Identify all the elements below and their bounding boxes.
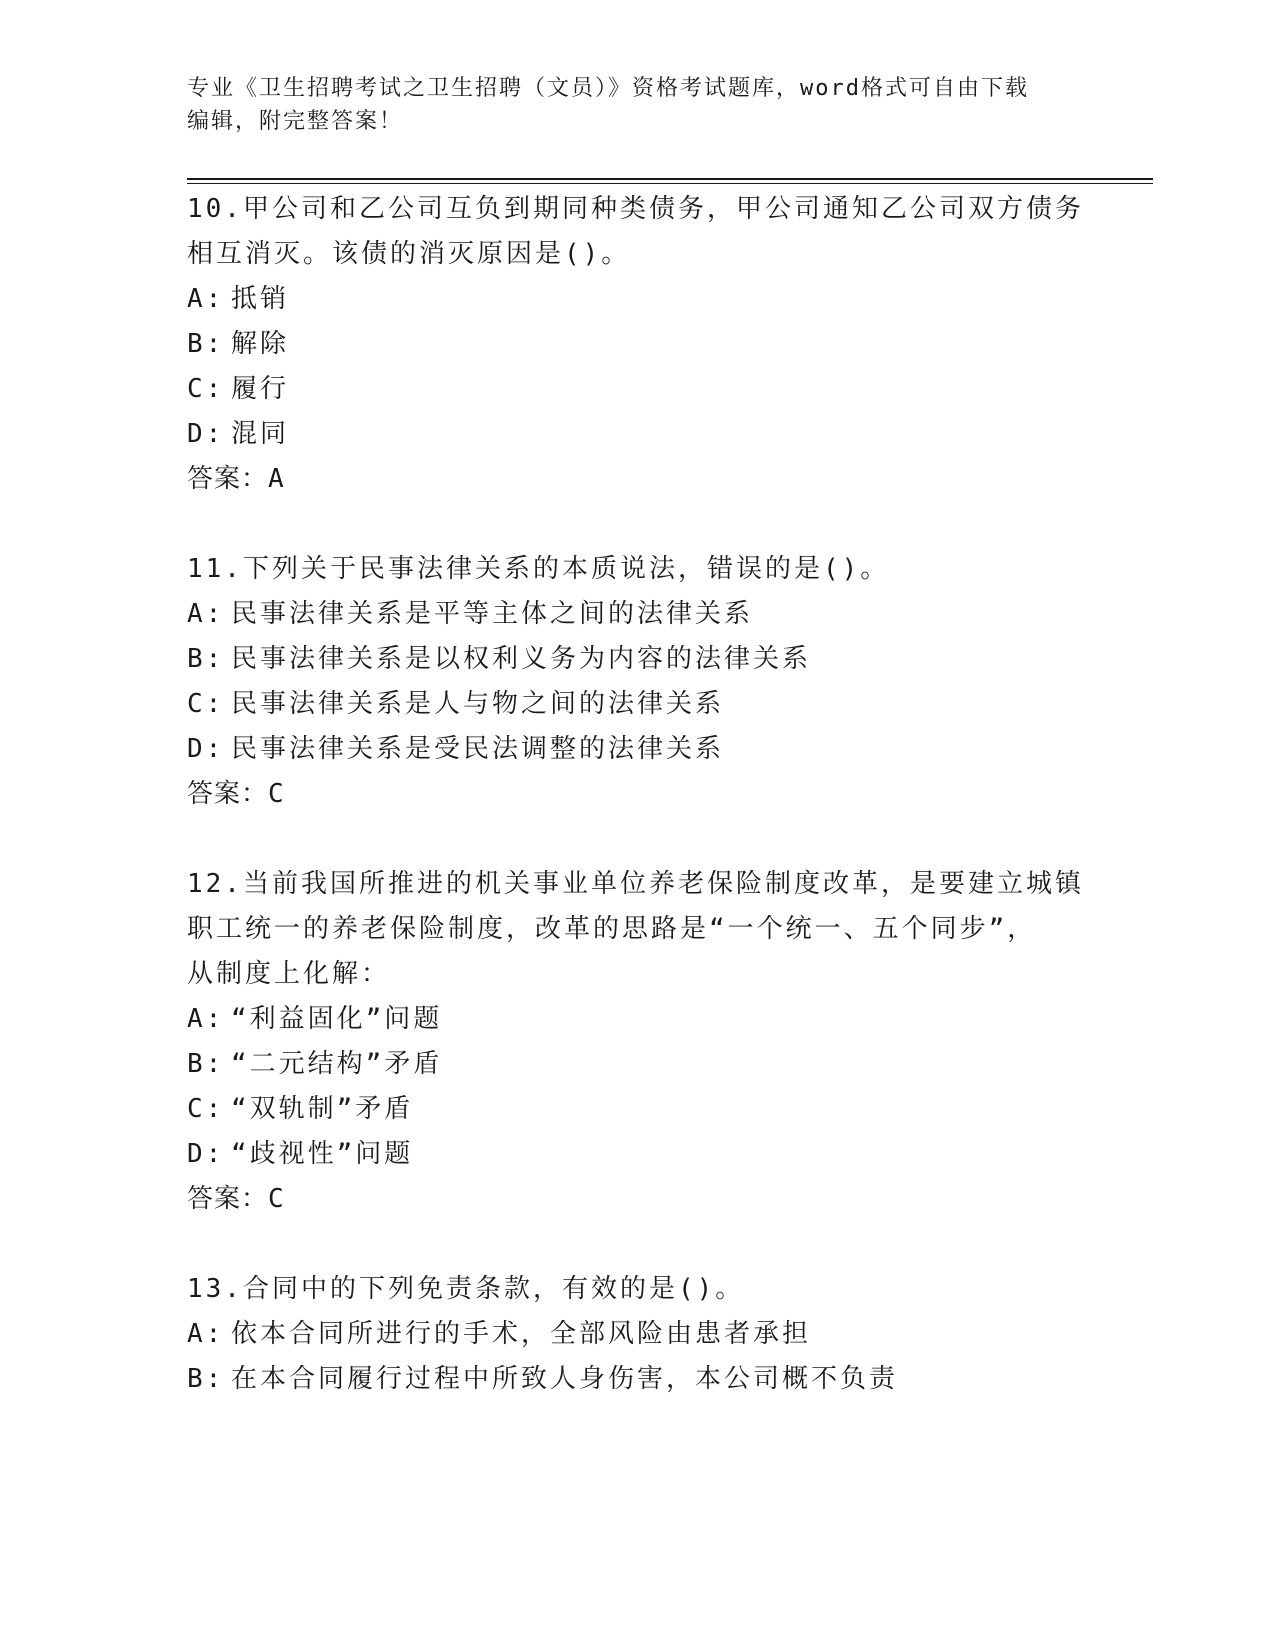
option-label: A:	[187, 284, 225, 314]
option-text: “双轨制”矛盾	[231, 1094, 414, 1124]
question-spacer	[187, 817, 1087, 862]
question-list	[187, 187, 1087, 1402]
question-12	[187, 862, 1087, 1222]
option-text: 依本合同所进行的手术，全部风险由患者承担	[231, 1319, 812, 1349]
option-label: C:	[187, 1094, 225, 1124]
answer-line: 答案：C	[187, 1184, 285, 1214]
header-divider-thin	[187, 183, 1153, 184]
header-divider-thick	[187, 178, 1153, 180]
option-text: 民事法律关系是受民法调整的法律关系	[231, 734, 725, 764]
option-text: “二元结构”矛盾	[231, 1049, 443, 1079]
option-a	[187, 592, 1087, 637]
question-13	[187, 1267, 1087, 1402]
option-text: 在本合同履行过程中所致人身伤害，本公司概不负责	[231, 1364, 899, 1394]
option-b	[187, 1357, 1087, 1402]
document-header	[187, 72, 1087, 138]
option-label: B:	[187, 1364, 225, 1394]
option-b	[187, 322, 1087, 367]
question-text: 12.当前我国所推进的机关事业单位养老保险制度改革，是要建立城镇	[187, 869, 1084, 899]
option-d	[187, 412, 1087, 457]
option-a	[187, 277, 1087, 322]
question-text: 从制度上化解：	[187, 959, 391, 989]
question-11	[187, 547, 1087, 817]
option-label: B:	[187, 329, 225, 359]
option-a	[187, 1312, 1087, 1357]
header-line-2: 编辑，附完整答案！	[187, 109, 404, 134]
option-text: 民事法律关系是平等主体之间的法律关系	[231, 599, 754, 629]
option-text: 混同	[231, 419, 290, 449]
answer-line: 答案：C	[187, 779, 285, 809]
option-label: C:	[187, 374, 225, 404]
option-b	[187, 637, 1087, 682]
option-label: B:	[187, 644, 225, 674]
header-line-1: 专业《卫生招聘考试之卫生招聘（文员）》资格考试题库，word格式可自由下载	[187, 76, 1029, 101]
option-label: D:	[187, 1139, 225, 1169]
option-label: A:	[187, 599, 225, 629]
option-text: 解除	[231, 329, 290, 359]
option-c	[187, 1087, 1087, 1132]
option-label: D:	[187, 419, 225, 449]
option-label: A:	[187, 1004, 225, 1034]
option-text: “利益固化”问题	[231, 1004, 443, 1034]
question-spacer	[187, 502, 1087, 547]
option-text: 民事法律关系是人与物之间的法律关系	[231, 689, 725, 719]
option-c	[187, 682, 1087, 727]
option-d	[187, 1132, 1087, 1177]
option-text: “歧视性”问题	[231, 1139, 414, 1169]
option-a	[187, 997, 1087, 1042]
option-text: 抵销	[231, 284, 290, 314]
question-spacer	[187, 1222, 1087, 1267]
option-c	[187, 367, 1087, 412]
option-text: 履行	[231, 374, 290, 404]
question-10	[187, 187, 1087, 502]
question-text: 10.甲公司和乙公司互负到期同种类债务，甲公司通知乙公司双方债务	[187, 194, 1084, 224]
option-d	[187, 727, 1087, 772]
question-text: 职工统一的养老保险制度，改革的思路是“一个统一、五个同步”，	[187, 914, 1037, 944]
option-b	[187, 1042, 1087, 1087]
option-label: A:	[187, 1319, 225, 1349]
question-text: 11.下列关于民事法律关系的本质说法，错误的是()。	[187, 554, 890, 584]
answer-line: 答案：A	[187, 464, 285, 494]
option-text: 民事法律关系是以权利义务为内容的法律关系	[231, 644, 812, 674]
option-label: D:	[187, 734, 225, 764]
option-label: C:	[187, 689, 225, 719]
option-label: B:	[187, 1049, 225, 1079]
question-text: 13.合同中的下列免责条款，有效的是()。	[187, 1274, 745, 1304]
question-text: 相互消灭。该债的消灭原因是()。	[187, 239, 631, 269]
